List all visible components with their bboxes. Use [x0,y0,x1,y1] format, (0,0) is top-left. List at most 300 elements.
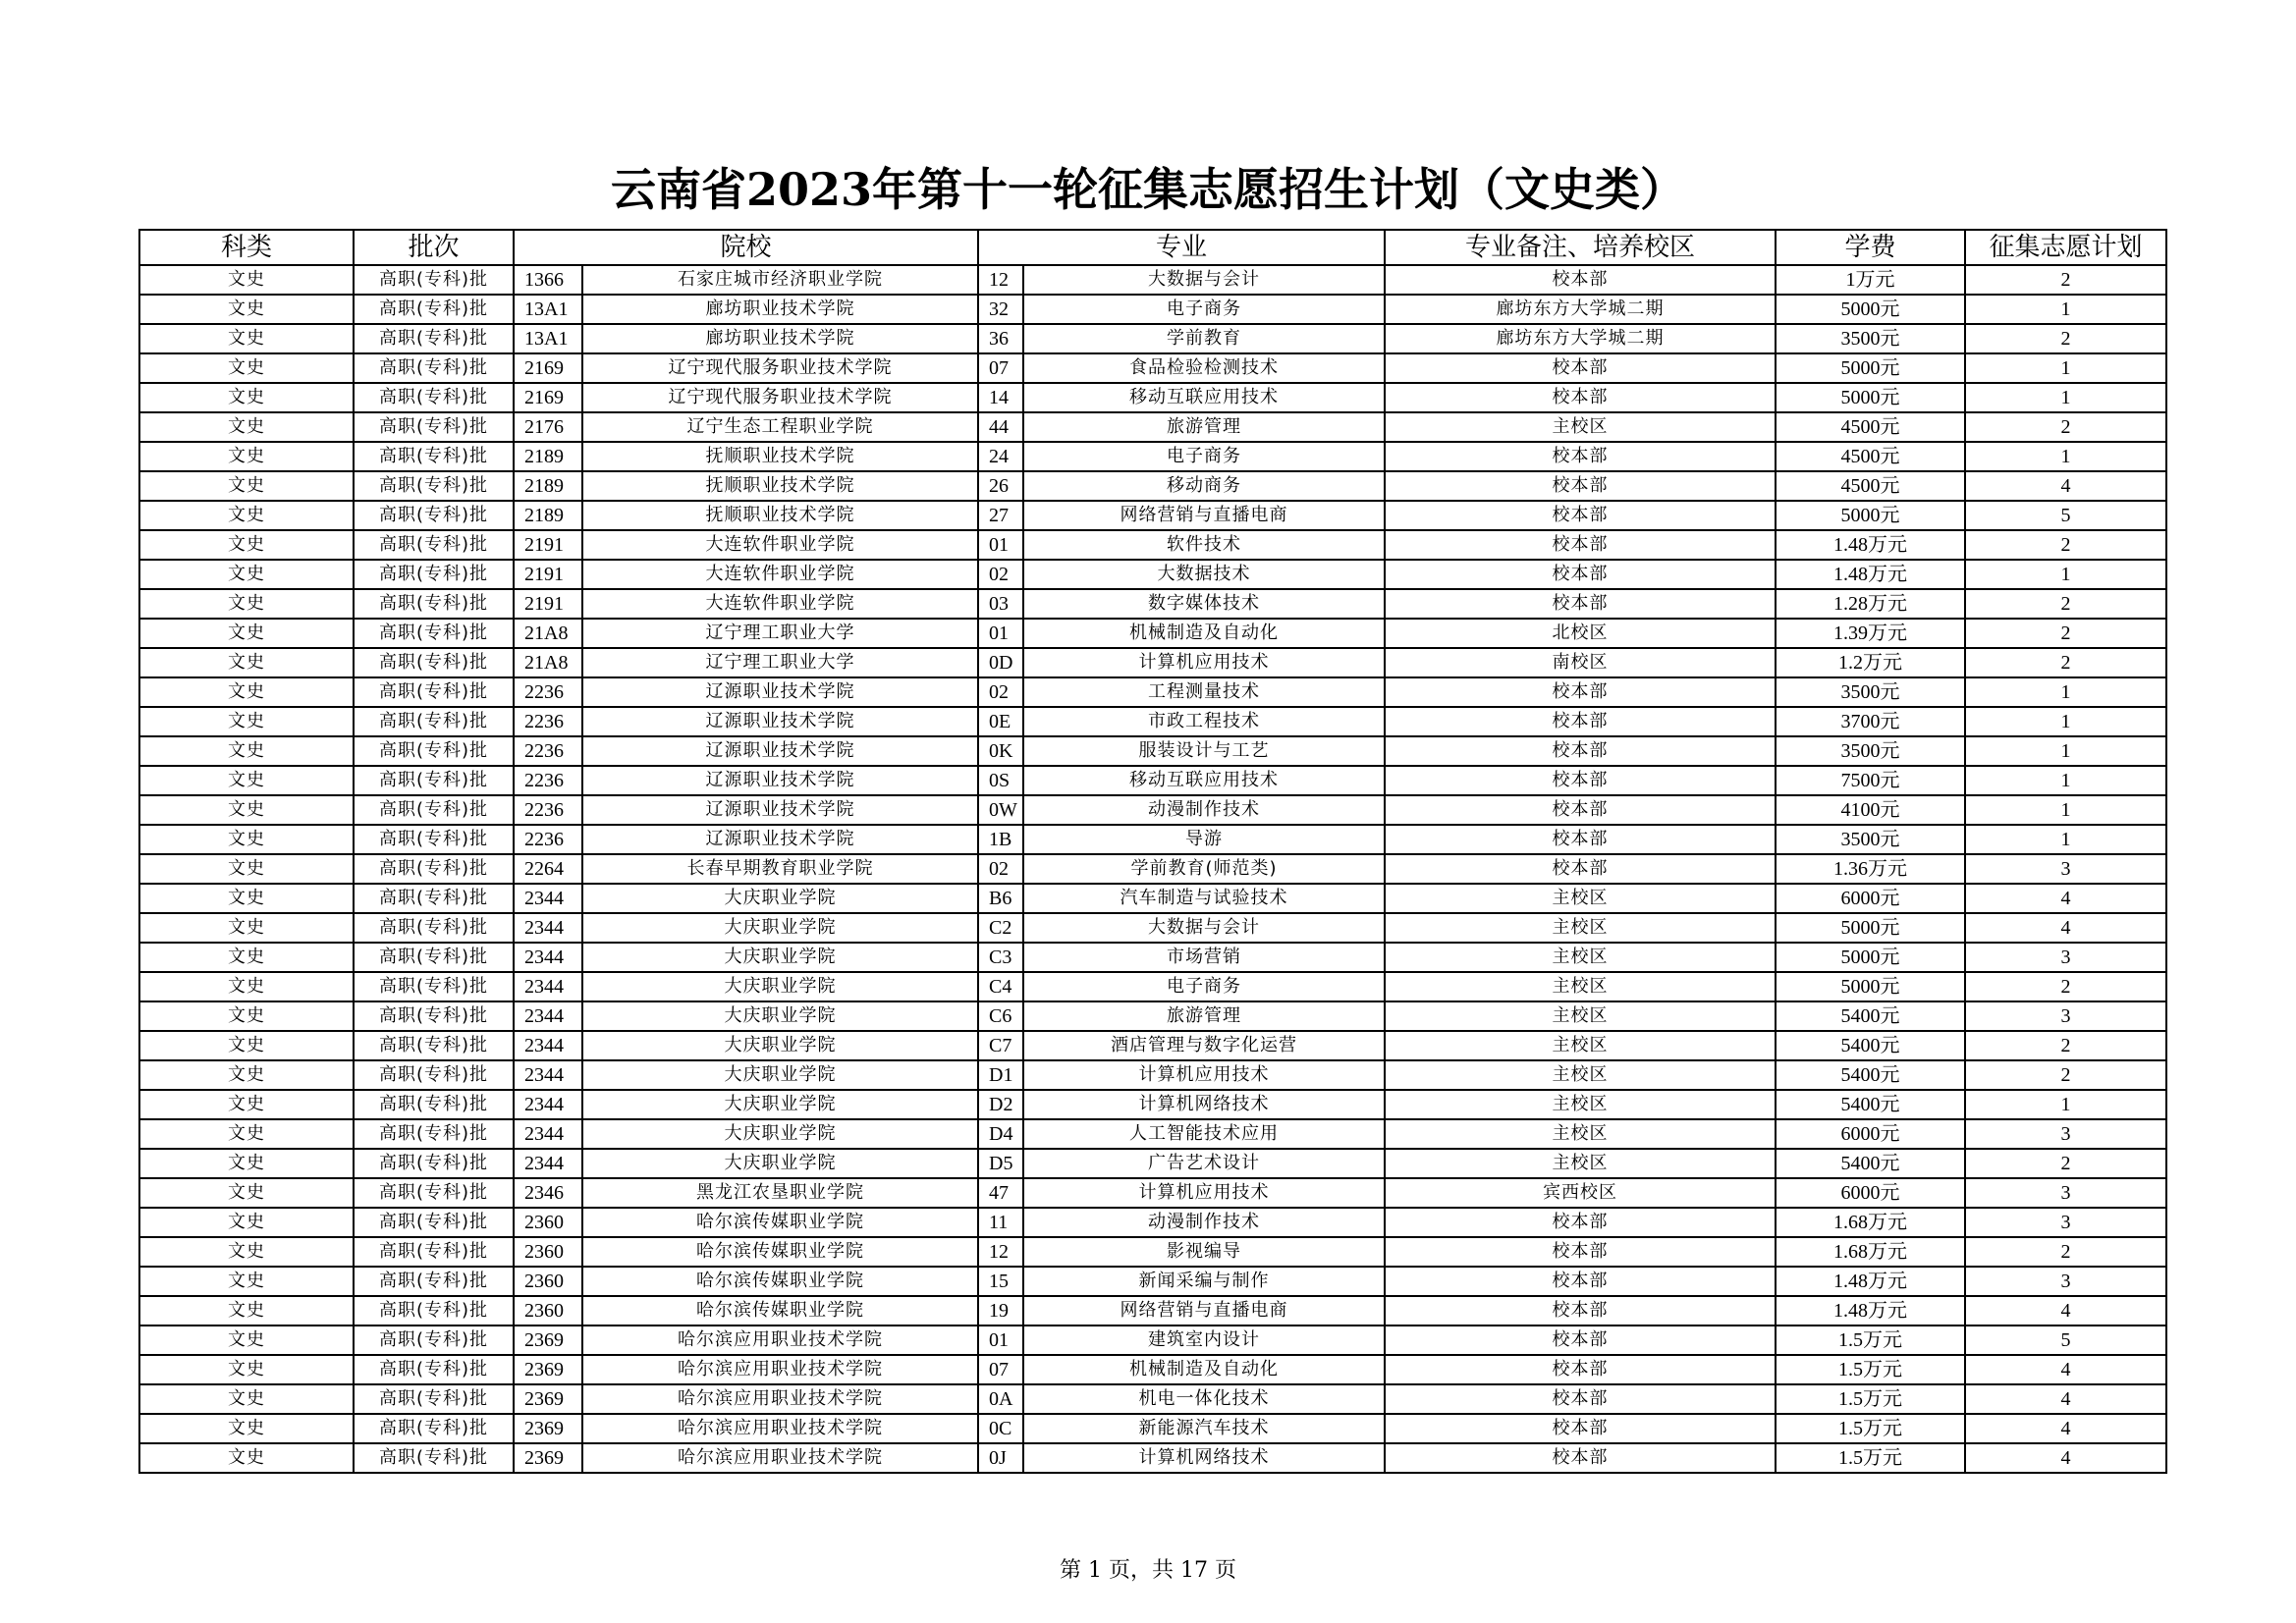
cell-school-code: 1366 [514,265,582,295]
cell-major-name: 计算机应用技术 [1023,648,1385,677]
cell-school-code: 2360 [514,1237,582,1267]
cell-plan: 1 [1965,353,2166,383]
cell-batch: 高职(专科)批 [354,884,514,913]
cell-tuition: 5000元 [1776,972,1965,1001]
cell-batch: 高职(专科)批 [354,1414,514,1443]
cell-notes: 校本部 [1385,265,1776,295]
cell-school-code: 2369 [514,1414,582,1443]
cell-category: 文史 [139,1208,354,1237]
cell-category: 文史 [139,1443,354,1473]
cell-school-code: 2344 [514,1149,582,1178]
table-row [139,1090,2166,1119]
cell-school-code: 2191 [514,589,582,619]
cell-batch: 高职(专科)批 [354,1208,514,1237]
cell-category: 文史 [139,1031,354,1060]
cell-school-name: 哈尔滨应用职业技术学院 [582,1325,978,1355]
cell-tuition: 6000元 [1776,1178,1965,1208]
cell-notes: 校本部 [1385,1414,1776,1443]
cell-category: 文史 [139,736,354,766]
cell-notes: 校本部 [1385,530,1776,560]
cell-batch: 高职(专科)批 [354,1355,514,1384]
cell-plan: 1 [1965,442,2166,471]
cell-school-code: 2236 [514,766,582,795]
cell-plan: 4 [1965,1414,2166,1443]
cell-major-name: 网络营销与直播电商 [1023,1296,1385,1325]
cell-plan: 4 [1965,913,2166,943]
table-row [139,324,2166,353]
header-row [139,230,2166,265]
cell-tuition: 5400元 [1776,1001,1965,1031]
cell-major-name: 机械制造及自动化 [1023,619,1385,648]
cell-category: 文史 [139,972,354,1001]
cell-major-name: 大数据与会计 [1023,265,1385,295]
table-row [139,1414,2166,1443]
cell-notes: 主校区 [1385,1001,1776,1031]
cell-tuition: 1.48万元 [1776,1267,1965,1296]
cell-batch: 高职(专科)批 [354,295,514,324]
cell-notes: 南校区 [1385,648,1776,677]
cell-category: 文史 [139,1414,354,1443]
cell-plan: 3 [1965,854,2166,884]
cell-tuition: 5400元 [1776,1060,1965,1090]
cell-batch: 高职(专科)批 [354,589,514,619]
cell-school-code: 2360 [514,1267,582,1296]
cell-notes: 校本部 [1385,442,1776,471]
cell-school-code: 13A1 [514,324,582,353]
cell-tuition: 3500元 [1776,677,1965,707]
cell-major-code: 02 [978,560,1023,589]
cell-category: 文史 [139,766,354,795]
cell-batch: 高职(专科)批 [354,825,514,854]
cell-category: 文史 [139,1060,354,1090]
cell-school-code: 2191 [514,530,582,560]
cell-major-name: 建筑室内设计 [1023,1325,1385,1355]
cell-tuition: 1.48万元 [1776,530,1965,560]
cell-category: 文史 [139,1384,354,1414]
table-row [139,295,2166,324]
cell-batch: 高职(专科)批 [354,972,514,1001]
cell-plan: 1 [1965,736,2166,766]
cell-notes: 校本部 [1385,560,1776,589]
enrollment-plan-table [138,229,2167,1474]
cell-batch: 高职(专科)批 [354,707,514,736]
cell-tuition: 5000元 [1776,913,1965,943]
cell-plan: 1 [1965,707,2166,736]
cell-category: 文史 [139,1237,354,1267]
cell-category: 文史 [139,324,354,353]
cell-notes: 校本部 [1385,707,1776,736]
cell-major-name: 广告艺术设计 [1023,1149,1385,1178]
cell-school-name: 大庆职业学院 [582,972,978,1001]
cell-major-code: C2 [978,913,1023,943]
cell-major-name: 学前教育(师范类) [1023,854,1385,884]
cell-notes: 校本部 [1385,383,1776,412]
cell-notes: 校本部 [1385,677,1776,707]
cell-plan: 2 [1965,1149,2166,1178]
cell-school-code: 2344 [514,884,582,913]
cell-category: 文史 [139,1090,354,1119]
cell-major-code: 1B [978,825,1023,854]
cell-category: 文史 [139,884,354,913]
cell-tuition: 6000元 [1776,1119,1965,1149]
cell-school-code: 2360 [514,1208,582,1237]
cell-notes: 校本部 [1385,1208,1776,1237]
cell-plan: 4 [1965,1384,2166,1414]
cell-major-name: 动漫制作技术 [1023,1208,1385,1237]
table-row [139,501,2166,530]
table-row [139,913,2166,943]
table-row [139,1267,2166,1296]
cell-major-code: 02 [978,677,1023,707]
cell-batch: 高职(专科)批 [354,1001,514,1031]
cell-major-name: 网络营销与直播电商 [1023,501,1385,530]
cell-school-name: 大庆职业学院 [582,1001,978,1031]
cell-plan: 2 [1965,530,2166,560]
cell-major-name: 机械制造及自动化 [1023,1355,1385,1384]
cell-batch: 高职(专科)批 [354,619,514,648]
cell-plan: 3 [1965,1267,2166,1296]
cell-school-code: 2369 [514,1384,582,1414]
cell-notes: 校本部 [1385,1384,1776,1414]
cell-category: 文史 [139,560,354,589]
header-batch: 批次 [354,230,514,265]
cell-major-name: 大数据与会计 [1023,913,1385,943]
cell-batch: 高职(专科)批 [354,1296,514,1325]
cell-plan: 1 [1965,766,2166,795]
cell-school-code: 2169 [514,383,582,412]
cell-tuition: 1.2万元 [1776,648,1965,677]
cell-category: 文史 [139,1178,354,1208]
cell-major-name: 电子商务 [1023,442,1385,471]
table-row [139,766,2166,795]
cell-plan: 3 [1965,943,2166,972]
cell-school-code: 2236 [514,795,582,825]
cell-batch: 高职(专科)批 [354,412,514,442]
cell-major-name: 市政工程技术 [1023,707,1385,736]
cell-category: 文史 [139,1325,354,1355]
cell-major-name: 计算机应用技术 [1023,1060,1385,1090]
cell-school-name: 哈尔滨传媒职业学院 [582,1296,978,1325]
cell-batch: 高职(专科)批 [354,1325,514,1355]
cell-category: 文史 [139,295,354,324]
table-row [139,1443,2166,1473]
cell-plan: 1 [1965,825,2166,854]
cell-major-code: 02 [978,854,1023,884]
table-row [139,943,2166,972]
table-row [139,825,2166,854]
cell-notes: 校本部 [1385,471,1776,501]
cell-school-name: 大连软件职业学院 [582,560,978,589]
cell-school-name: 抚顺职业技术学院 [582,471,978,501]
cell-notes: 校本部 [1385,736,1776,766]
table-row [139,1001,2166,1031]
cell-school-code: 13A1 [514,295,582,324]
cell-major-name: 服装设计与工艺 [1023,736,1385,766]
cell-major-name: 导游 [1023,825,1385,854]
cell-major-code: 03 [978,589,1023,619]
cell-category: 文史 [139,412,354,442]
table-row [139,530,2166,560]
cell-major-name: 软件技术 [1023,530,1385,560]
cell-school-code: 2264 [514,854,582,884]
cell-major-name: 电子商务 [1023,295,1385,324]
cell-major-name: 机电一体化技术 [1023,1384,1385,1414]
cell-major-code: 27 [978,501,1023,530]
cell-plan: 1 [1965,295,2166,324]
cell-notes: 主校区 [1385,1060,1776,1090]
cell-notes: 校本部 [1385,825,1776,854]
header-plan: 征集志愿计划 [1965,230,2166,265]
cell-major-name: 旅游管理 [1023,412,1385,442]
cell-category: 文史 [139,854,354,884]
cell-major-code: 0J [978,1443,1023,1473]
cell-major-code: C6 [978,1001,1023,1031]
header-notes: 专业备注、培养校区 [1385,230,1776,265]
cell-batch: 高职(专科)批 [354,383,514,412]
cell-tuition: 3700元 [1776,707,1965,736]
cell-notes: 廊坊东方大学城二期 [1385,324,1776,353]
table-row [139,677,2166,707]
cell-batch: 高职(专科)批 [354,766,514,795]
cell-major-code: 36 [978,324,1023,353]
cell-batch: 高职(专科)批 [354,795,514,825]
cell-category: 文史 [139,1355,354,1384]
cell-category: 文史 [139,1119,354,1149]
page-title: 云南省2023年第十一轮征集志愿招生计划（文史类） [610,163,1686,216]
cell-major-code: 12 [978,1237,1023,1267]
cell-school-code: 2189 [514,442,582,471]
cell-tuition: 4500元 [1776,412,1965,442]
cell-plan: 2 [1965,324,2166,353]
cell-tuition: 5400元 [1776,1031,1965,1060]
cell-category: 文史 [139,648,354,677]
cell-school-name: 哈尔滨传媒职业学院 [582,1237,978,1267]
table-row [139,412,2166,442]
cell-major-code: D2 [978,1090,1023,1119]
cell-category: 文史 [139,383,354,412]
cell-notes: 主校区 [1385,913,1776,943]
cell-major-name: 市场营销 [1023,943,1385,972]
cell-major-code: 15 [978,1267,1023,1296]
table-row [139,1208,2166,1237]
cell-school-code: 2369 [514,1355,582,1384]
table-row [139,1178,2166,1208]
table-row [139,1325,2166,1355]
cell-school-name: 大连软件职业学院 [582,530,978,560]
cell-notes: 校本部 [1385,854,1776,884]
cell-tuition: 1.39万元 [1776,619,1965,648]
cell-school-name: 辽宁生态工程职业学院 [582,412,978,442]
cell-school-code: 2344 [514,1060,582,1090]
cell-plan: 2 [1965,412,2166,442]
cell-school-code: 2236 [514,736,582,766]
cell-school-name: 辽宁理工职业大学 [582,648,978,677]
cell-school-code: 2176 [514,412,582,442]
cell-major-name: 人工智能技术应用 [1023,1119,1385,1149]
cell-school-name: 大庆职业学院 [582,943,978,972]
cell-major-name: 学前教育 [1023,324,1385,353]
cell-school-code: 2236 [514,677,582,707]
cell-major-code: 0D [978,648,1023,677]
cell-notes: 主校区 [1385,412,1776,442]
cell-plan: 1 [1965,1090,2166,1119]
cell-school-code: 2360 [514,1296,582,1325]
cell-notes: 主校区 [1385,1031,1776,1060]
cell-school-name: 辽源职业技术学院 [582,707,978,736]
cell-major-name: 汽车制造与试验技术 [1023,884,1385,913]
cell-plan: 1 [1965,677,2166,707]
cell-category: 文史 [139,1149,354,1178]
cell-major-name: 食品检验检测技术 [1023,353,1385,383]
cell-major-code: 01 [978,619,1023,648]
cell-notes: 校本部 [1385,501,1776,530]
cell-school-name: 辽源职业技术学院 [582,795,978,825]
cell-plan: 1 [1965,383,2166,412]
cell-tuition: 1.5万元 [1776,1384,1965,1414]
cell-batch: 高职(专科)批 [354,265,514,295]
cell-school-code: 2344 [514,972,582,1001]
cell-major-code: 19 [978,1296,1023,1325]
cell-school-code: 2236 [514,707,582,736]
table-row [139,1060,2166,1090]
cell-plan: 4 [1965,1443,2166,1473]
table-row [139,884,2166,913]
cell-plan: 3 [1965,1119,2166,1149]
cell-major-code: D5 [978,1149,1023,1178]
cell-school-name: 抚顺职业技术学院 [582,442,978,471]
cell-batch: 高职(专科)批 [354,1031,514,1060]
cell-tuition: 1.48万元 [1776,560,1965,589]
cell-notes: 宾西校区 [1385,1178,1776,1208]
cell-major-code: 0K [978,736,1023,766]
cell-major-name: 大数据技术 [1023,560,1385,589]
cell-category: 文史 [139,825,354,854]
cell-school-name: 哈尔滨应用职业技术学院 [582,1355,978,1384]
table-row [139,265,2166,295]
cell-category: 文史 [139,943,354,972]
cell-category: 文史 [139,1296,354,1325]
cell-batch: 高职(专科)批 [354,1119,514,1149]
cell-major-code: 0A [978,1384,1023,1414]
cell-major-code: 01 [978,1325,1023,1355]
cell-tuition: 1.68万元 [1776,1208,1965,1237]
table-body [139,265,2166,1473]
cell-tuition: 1.36万元 [1776,854,1965,884]
cell-plan: 2 [1965,1031,2166,1060]
cell-school-code: 2236 [514,825,582,854]
cell-major-name: 新能源汽车技术 [1023,1414,1385,1443]
cell-school-name: 辽宁理工职业大学 [582,619,978,648]
cell-tuition: 5000元 [1776,943,1965,972]
table-row [139,707,2166,736]
cell-plan: 2 [1965,1060,2166,1090]
cell-plan: 1 [1965,795,2166,825]
cell-major-name: 动漫制作技术 [1023,795,1385,825]
cell-plan: 4 [1965,1355,2166,1384]
table-row [139,383,2166,412]
cell-major-code: 11 [978,1208,1023,1237]
cell-plan: 2 [1965,619,2166,648]
cell-major-code: 01 [978,530,1023,560]
cell-major-code: 24 [978,442,1023,471]
table-row [139,1031,2166,1060]
cell-batch: 高职(专科)批 [354,471,514,501]
header-tuition: 学费 [1776,230,1965,265]
cell-category: 文史 [139,677,354,707]
cell-school-name: 大庆职业学院 [582,1119,978,1149]
cell-school-code: 2344 [514,1001,582,1031]
table-row [139,1149,2166,1178]
cell-school-code: 2344 [514,943,582,972]
table-row [139,795,2166,825]
cell-plan: 4 [1965,471,2166,501]
table-row [139,560,2166,589]
cell-plan: 1 [1965,560,2166,589]
table-row [139,353,2166,383]
cell-major-code: 07 [978,1355,1023,1384]
cell-school-name: 廊坊职业技术学院 [582,295,978,324]
cell-tuition: 7500元 [1776,766,1965,795]
cell-school-name: 哈尔滨应用职业技术学院 [582,1414,978,1443]
cell-tuition: 5000元 [1776,501,1965,530]
cell-batch: 高职(专科)批 [354,913,514,943]
page-footer: 第 1 页，共 17 页 [1060,1558,1236,1583]
cell-plan: 5 [1965,501,2166,530]
cell-school-name: 大庆职业学院 [582,1149,978,1178]
cell-category: 文史 [139,589,354,619]
cell-batch: 高职(专科)批 [354,442,514,471]
cell-major-code: C7 [978,1031,1023,1060]
cell-major-name: 酒店管理与数字化运营 [1023,1031,1385,1060]
cell-batch: 高职(专科)批 [354,736,514,766]
cell-notes: 校本部 [1385,1443,1776,1473]
cell-school-name: 黑龙江农垦职业学院 [582,1178,978,1208]
cell-notes: 校本部 [1385,1267,1776,1296]
cell-school-code: 21A8 [514,648,582,677]
cell-major-name: 计算机应用技术 [1023,1178,1385,1208]
cell-major-code: D1 [978,1060,1023,1090]
cell-category: 文史 [139,265,354,295]
cell-major-code: 47 [978,1178,1023,1208]
cell-tuition: 1.5万元 [1776,1443,1965,1473]
cell-school-name: 哈尔滨应用职业技术学院 [582,1443,978,1473]
cell-plan: 2 [1965,648,2166,677]
cell-major-code: 0E [978,707,1023,736]
cell-batch: 高职(专科)批 [354,501,514,530]
header-major: 专业 [978,230,1385,265]
cell-tuition: 1.48万元 [1776,1296,1965,1325]
cell-school-code: 21A8 [514,619,582,648]
table-row [139,1296,2166,1325]
cell-school-name: 辽源职业技术学院 [582,677,978,707]
cell-school-name: 大庆职业学院 [582,884,978,913]
cell-tuition: 1.5万元 [1776,1414,1965,1443]
cell-school-name: 哈尔滨应用职业技术学院 [582,1384,978,1414]
table-row [139,854,2166,884]
cell-category: 文史 [139,795,354,825]
cell-batch: 高职(专科)批 [354,353,514,383]
cell-major-name: 工程测量技术 [1023,677,1385,707]
cell-plan: 3 [1965,1178,2166,1208]
table-row [139,442,2166,471]
cell-notes: 校本部 [1385,1237,1776,1267]
cell-school-code: 2191 [514,560,582,589]
cell-tuition: 3500元 [1776,825,1965,854]
cell-batch: 高职(专科)批 [354,1149,514,1178]
cell-category: 文史 [139,1267,354,1296]
table-row [139,471,2166,501]
cell-school-code: 2346 [514,1178,582,1208]
